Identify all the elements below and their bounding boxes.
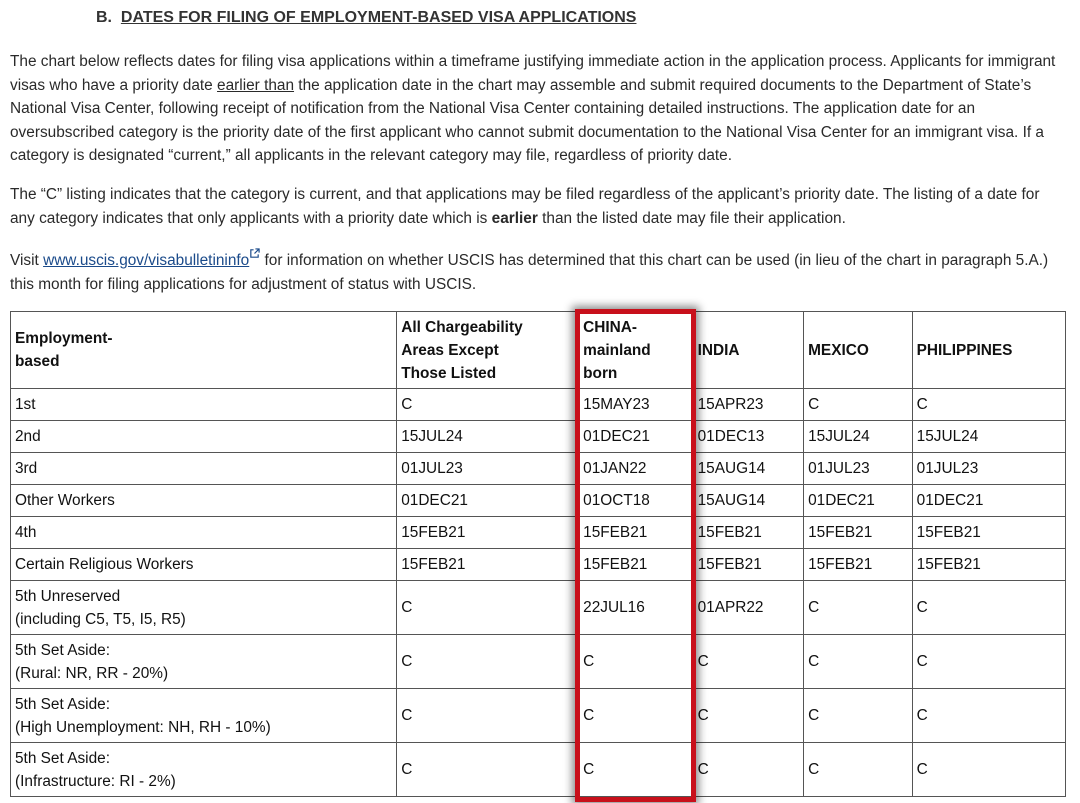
- cell-all-areas: C: [397, 389, 579, 421]
- cell-mexico: C: [804, 581, 913, 635]
- header-mexico: MEXICO: [804, 312, 913, 389]
- header-india: INDIA: [693, 312, 804, 389]
- cell-philippines: 15FEB21: [912, 549, 1065, 581]
- cell-philippines: C: [912, 689, 1065, 743]
- uscis-prefix: Visit: [10, 252, 44, 270]
- cell-philippines: C: [912, 635, 1065, 689]
- cell-all-areas: 01JUL23: [397, 453, 579, 485]
- cell-mexico: 01JUL23: [804, 453, 913, 485]
- row-category-cell: Certain Religious Workers: [11, 549, 397, 581]
- cell-philippines: 15FEB21: [912, 517, 1065, 549]
- row-category-cell: 5th Set Aside: (High Unemployment: NH, RH - 10%): [11, 689, 397, 743]
- cell-china: 22JUL16: [579, 581, 693, 635]
- filing-dates-table: [10, 311, 1066, 797]
- intro-text-1: The chart below reflects dates for filing visa applications within a timeframe justifying immediate action in the application process. Applicants for immigrant visas who have a priority date: [10, 53, 1056, 94]
- row-category-cell: 5th Unreserved (including C5, T5, I5, R5): [11, 581, 397, 635]
- cell-philippines: C: [912, 743, 1065, 797]
- table-row: [11, 689, 1066, 743]
- cell-philippines: C: [912, 389, 1065, 421]
- table-row: [11, 389, 1066, 421]
- header-china: CHINA- mainland born: [579, 312, 693, 389]
- intro-paragraph: [10, 50, 1068, 168]
- cell-mexico: 15FEB21: [804, 549, 913, 581]
- row-category-cell: Other Workers: [11, 485, 397, 517]
- cell-china: 15FEB21: [579, 549, 693, 581]
- section-heading: [96, 9, 636, 27]
- cell-india: C: [693, 635, 804, 689]
- cell-all-areas: C: [397, 581, 579, 635]
- current-listing-paragraph: [10, 183, 1068, 230]
- cell-all-areas: 15FEB21: [397, 549, 579, 581]
- cell-philippines: 01DEC21: [912, 485, 1065, 517]
- cell-india: 15AUG14: [693, 453, 804, 485]
- row-category-cell: 2nd: [11, 421, 397, 453]
- section-title: DATES FOR FILING OF EMPLOYMENT-BASED VISA APPLICATIONS: [120, 9, 637, 26]
- external-link-icon: [249, 248, 260, 259]
- cell-china: 15MAY23: [579, 389, 693, 421]
- header-category: Employment- based: [11, 312, 397, 389]
- cell-mexico: 01DEC21: [804, 485, 913, 517]
- cell-india: 01APR22: [693, 581, 804, 635]
- header-all-areas: All Chargeability Areas Except Those Listed: [397, 312, 579, 389]
- cell-india: C: [693, 743, 804, 797]
- cell-philippines: 15JUL24: [912, 421, 1065, 453]
- cell-india: 15APR23: [693, 389, 804, 421]
- listing-text-1: The “C” listing indicates that the category is current, and that applications may be filed regardless of the applicant’s priority date. The listing of a date for any category indicates that only applicants with a priority date which is: [10, 186, 1040, 227]
- header-philippines: PHILIPPINES: [912, 312, 1065, 389]
- uscis-paragraph: [10, 248, 1068, 296]
- intro-text-2: the application date in the chart may assemble and submit required documents to the Department of State’s National Visa Center, following receipt of notification from the National Visa Center containing detailed instructions. The application date for an oversubscribed category is the priority date of the first applicant who cannot submit documentation to the National Visa Center for an immigrant visa. If a category is designated “current,” all applicants in the relevant category may file, regardless of priority date.: [10, 76, 1044, 165]
- cell-philippines: 01JUL23: [912, 453, 1065, 485]
- cell-philippines: C: [912, 581, 1065, 635]
- row-category-cell: 5th Set Aside: (Rural: NR, RR - 20%): [11, 635, 397, 689]
- cell-china: 01JAN22: [579, 453, 693, 485]
- table-header-row: [11, 312, 1066, 389]
- table-row: [11, 549, 1066, 581]
- cell-mexico: C: [804, 689, 913, 743]
- cell-india: 15FEB21: [693, 517, 804, 549]
- row-category-cell: 5th Set Aside: (Infrastructure: RI - 2%): [11, 743, 397, 797]
- cell-india: C: [693, 689, 804, 743]
- table-row: [11, 635, 1066, 689]
- row-category-cell: 3rd: [11, 453, 397, 485]
- listing-bold: earlier: [491, 209, 538, 227]
- cell-china: C: [579, 689, 693, 743]
- cell-all-areas: C: [397, 635, 579, 689]
- table-row: [11, 453, 1066, 485]
- cell-all-areas: 15JUL24: [397, 421, 579, 453]
- cell-all-areas: C: [397, 743, 579, 797]
- cell-china: 01OCT18: [579, 485, 693, 517]
- cell-mexico: C: [804, 389, 913, 421]
- cell-mexico: C: [804, 635, 913, 689]
- cell-mexico: 15FEB21: [804, 517, 913, 549]
- cell-india: 01DEC13: [693, 421, 804, 453]
- table-row: [11, 743, 1066, 797]
- row-category-cell: 4th: [11, 517, 397, 549]
- intro-underlined: earlier than: [217, 76, 295, 94]
- cell-all-areas: 01DEC21: [397, 485, 579, 517]
- table-row: [11, 581, 1066, 635]
- row-category-cell: 1st: [11, 389, 397, 421]
- cell-china: C: [579, 743, 693, 797]
- cell-china: 15FEB21: [579, 517, 693, 549]
- cell-all-areas: 15FEB21: [397, 517, 579, 549]
- uscis-link[interactable]: www.uscis.gov/visabulletininfo: [43, 252, 250, 270]
- cell-china: C: [579, 635, 693, 689]
- table-row: [11, 421, 1066, 453]
- cell-all-areas: C: [397, 689, 579, 743]
- table-row: [11, 485, 1066, 517]
- cell-china: 01DEC21: [579, 421, 693, 453]
- cell-mexico: C: [804, 743, 913, 797]
- uscis-suffix: for information on whether USCIS has determined that this chart can be used (in lieu of the chart in paragraph 5.A.) this month for filing applications for adjustment of status with USCIS.: [10, 252, 1049, 293]
- listing-text-2: than the listed date may file their application.: [537, 209, 846, 227]
- section-letter: B.: [96, 9, 112, 26]
- table-row: [11, 517, 1066, 549]
- cell-india: 15FEB21: [693, 549, 804, 581]
- cell-india: 15AUG14: [693, 485, 804, 517]
- cell-mexico: 15JUL24: [804, 421, 913, 453]
